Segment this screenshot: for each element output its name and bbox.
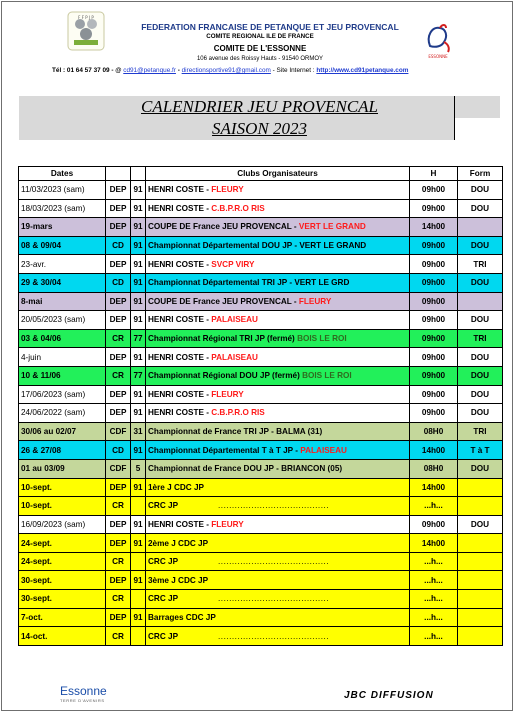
table-row: [19, 366, 503, 385]
row-dep: 91: [131, 348, 146, 367]
row-hour: 09h00: [410, 199, 458, 218]
row-dep: 77: [131, 329, 146, 348]
row-level: CDF: [106, 422, 131, 441]
club-location: SVCP VIRY: [211, 259, 255, 269]
table-row: [19, 497, 503, 516]
row-hour: 09h00: [410, 255, 458, 274]
site-label: - Site Internet :: [270, 67, 317, 74]
table-row: [19, 608, 503, 627]
table-row: [19, 292, 503, 311]
table-row: [19, 236, 503, 255]
row-hour: 09h00: [410, 329, 458, 348]
row-date: 10-sept.: [19, 478, 106, 497]
row-hour: ...h...: [410, 497, 458, 516]
row-form: TRI: [458, 422, 503, 441]
svg-text:F F P J P: F F P J P: [78, 15, 94, 20]
row-dep: [131, 497, 146, 516]
row-date: 30-sept.: [19, 571, 106, 590]
club-location: BOIS LE ROI: [302, 371, 352, 381]
row-date: 16/09/2023 (sam): [19, 515, 106, 534]
table-row: [19, 404, 503, 423]
row-club: [146, 181, 410, 200]
row-club: [146, 534, 410, 553]
row-form: [458, 571, 503, 590]
table-row: [19, 478, 503, 497]
row-club: [146, 608, 410, 627]
row-hour: 09h00: [410, 366, 458, 385]
row-hour: ...h...: [410, 627, 458, 646]
row-date: 08 & 09/04: [19, 236, 106, 255]
club-location: VERT LE GRAND: [298, 222, 366, 232]
row-date: 30-sept.: [19, 590, 106, 609]
club-text: 1ère J CDC JP: [148, 482, 204, 492]
row-club: [146, 571, 410, 590]
row-level: CR: [106, 627, 131, 646]
row-level: CR: [106, 329, 131, 348]
row-club: [146, 459, 410, 478]
club-text: Championnat de France DOU JP - BRIANCON (05): [148, 464, 343, 474]
row-form: [458, 608, 503, 627]
row-level: DEP: [106, 311, 131, 330]
club-placeholder-dots: ........................................: [218, 557, 330, 567]
club-location: C.B.P.R.O RIS: [211, 408, 265, 418]
club-text: Championnat Départemental T à T JP -: [148, 445, 301, 455]
row-hour: ...h...: [410, 571, 458, 590]
club-location: FLEURY: [211, 389, 244, 399]
row-hour: 09h00: [410, 292, 458, 311]
row-level: DEP: [106, 181, 131, 200]
table-row: [19, 385, 503, 404]
row-dep: [131, 627, 146, 646]
row-date: 18/03/2023 (sam): [19, 199, 106, 218]
row-level: DEP: [106, 348, 131, 367]
row-level: CD: [106, 236, 131, 255]
row-dep: 91: [131, 273, 146, 292]
table-row: [19, 571, 503, 590]
row-form: DOU: [458, 366, 503, 385]
club-location: PALAISEAU: [300, 445, 347, 455]
row-date: 10 & 11/06: [19, 366, 106, 385]
row-club: [146, 404, 410, 423]
row-hour: 08H0: [410, 422, 458, 441]
club-text: COUPE DE France JEU PROVENCAL -: [148, 296, 299, 306]
table-row: [19, 515, 503, 534]
row-level: DEP: [106, 404, 131, 423]
row-dep: [131, 590, 146, 609]
header-dep: [131, 167, 146, 181]
table-row: [19, 273, 503, 292]
row-club: [146, 218, 410, 237]
row-dep: 91: [131, 181, 146, 200]
row-level: CR: [106, 590, 131, 609]
row-form: DOU: [458, 404, 503, 423]
row-dep: 77: [131, 366, 146, 385]
federation-logo: [66, 10, 106, 52]
row-club: [146, 422, 410, 441]
comite-name: COMITE DE L'ESSONNE: [213, 44, 307, 53]
row-form: [458, 292, 503, 311]
row-level: CD: [106, 273, 131, 292]
table-row: [19, 459, 503, 478]
club-text: Championnat de France TRI JP - BALMA (31): [148, 427, 323, 437]
club-text: HENRI COSTE -: [148, 315, 212, 325]
row-date: 4-juin: [19, 348, 106, 367]
row-club: [146, 348, 410, 367]
row-club: [146, 273, 410, 292]
club-text: 3ème J CDC JP: [148, 575, 209, 585]
table-row: [19, 590, 503, 609]
row-hour: 14h00: [410, 534, 458, 553]
row-dep: 91: [131, 218, 146, 237]
row-dep: 91: [131, 385, 146, 404]
row-dep: [131, 552, 146, 571]
club-location: FLEURY: [298, 296, 332, 306]
row-level: CR: [106, 552, 131, 571]
header-form: Form: [458, 167, 503, 181]
club-text: CRC JP: [148, 557, 179, 567]
row-dep: 91: [131, 311, 146, 330]
table-row: [19, 199, 503, 218]
row-date: 17/06/2023 (sam): [19, 385, 106, 404]
row-level: DEP: [106, 218, 131, 237]
svg-text:ESSONNE: ESSONNE: [428, 54, 448, 59]
jbc-diffusion-signature: JBC DIFFUSION: [344, 690, 434, 701]
row-club: [146, 366, 410, 385]
club-text: HENRI COSTE -: [148, 519, 212, 529]
row-level: CR: [106, 366, 131, 385]
club-text: CRC JP: [148, 594, 179, 604]
row-dep: 91: [131, 478, 146, 497]
row-form: DOU: [458, 236, 503, 255]
row-hour: 09h00: [410, 236, 458, 255]
row-form: DOU: [458, 348, 503, 367]
club-placeholder-dots: ........................................: [218, 501, 330, 511]
row-level: DEP: [106, 608, 131, 627]
row-form: T à T: [458, 441, 503, 460]
row-date: 20/05/2023 (sam): [19, 311, 106, 330]
site-link[interactable]: http://www.cd91petanque.com: [316, 67, 409, 74]
row-date: 19-mars: [19, 218, 106, 237]
row-level: DEP: [106, 199, 131, 218]
club-text: Championnat Départemental TRI JP - VERT LE GRD: [148, 278, 350, 288]
row-date: 26 & 27/08: [19, 441, 106, 460]
calendar-table: [18, 166, 503, 646]
table-row: [19, 329, 503, 348]
table-row: [19, 534, 503, 553]
club-location: C.B.P.R.O RIS: [211, 203, 265, 213]
row-form: [458, 534, 503, 553]
row-hour: 14h00: [410, 478, 458, 497]
club-text: COUPE DE France JEU PROVENCAL -: [148, 222, 299, 232]
row-dep: 91: [131, 292, 146, 311]
email-link-2[interactable]: directionsportive91@gmail.com: [181, 67, 271, 74]
header-hour: H: [410, 167, 458, 181]
row-dep: 91: [131, 534, 146, 553]
row-club: [146, 627, 410, 646]
club-text: 2ème J CDC JP: [148, 538, 209, 548]
club-text: HENRI COSTE -: [148, 259, 212, 269]
row-date: 11/03/2023 (sam): [19, 181, 106, 200]
row-club: [146, 311, 410, 330]
row-hour: 14h00: [410, 441, 458, 460]
row-dep: 91: [131, 571, 146, 590]
club-placeholder-dots: ........................................: [218, 631, 330, 641]
phone: Tél : 01 64 57 37 09 - @: [52, 67, 122, 74]
row-form: [458, 497, 503, 516]
row-form: DOU: [458, 459, 503, 478]
row-hour: ...h...: [410, 608, 458, 627]
row-form: [458, 552, 503, 571]
row-form: [458, 590, 503, 609]
separator: -: [175, 67, 182, 74]
row-hour: 14h00: [410, 218, 458, 237]
club-text: HENRI COSTE -: [148, 185, 212, 195]
row-date: 30/06 au 02/07: [19, 422, 106, 441]
row-dep: 91: [131, 199, 146, 218]
row-date: 03 & 04/06: [19, 329, 106, 348]
row-form: TRI: [458, 255, 503, 274]
row-date: 01 au 03/09: [19, 459, 106, 478]
table-row: [19, 348, 503, 367]
row-hour: ...h...: [410, 590, 458, 609]
club-location: PALAISEAU: [211, 352, 258, 362]
club-location: FLEURY: [211, 185, 244, 195]
row-date: 24-sept.: [19, 552, 106, 571]
row-hour: 09h00: [410, 273, 458, 292]
club-location: BOIS LE ROI: [297, 334, 347, 344]
row-club: [146, 590, 410, 609]
row-club: [146, 329, 410, 348]
title-block: [19, 96, 500, 144]
table-row: [19, 441, 503, 460]
table-row: [19, 422, 503, 441]
row-level: DEP: [106, 534, 131, 553]
table-row: [19, 627, 503, 646]
row-club: [146, 441, 410, 460]
club-text: Barrages CDC JP: [148, 612, 216, 622]
club-text: CRC JP: [148, 501, 179, 511]
row-date: 10-sept.: [19, 497, 106, 516]
header-level: [106, 167, 131, 181]
row-club: [146, 515, 410, 534]
row-level: DEP: [106, 292, 131, 311]
row-date: 23-avr.: [19, 255, 106, 274]
row-form: DOU: [458, 273, 503, 292]
table-row: [19, 181, 503, 200]
row-hour: 09h00: [410, 311, 458, 330]
row-hour: 08H0: [410, 459, 458, 478]
email-link-1[interactable]: cd91@petanque.fr: [123, 67, 176, 74]
table-header-row: [19, 167, 503, 181]
row-level: DEP: [106, 571, 131, 590]
row-date: 24/06/2022 (sam): [19, 404, 106, 423]
row-hour: 09h00: [410, 181, 458, 200]
row-hour: ...h...: [410, 552, 458, 571]
header-clubs: Clubs Organisateurs: [146, 167, 410, 181]
row-date: 14-oct.: [19, 627, 106, 646]
federation-name: FEDERATION FRANCAISE DE PETANQUE ET JEU PROVENCAL: [141, 22, 399, 32]
club-text: CRC JP: [148, 631, 179, 641]
row-club: [146, 497, 410, 516]
row-club: [146, 199, 410, 218]
row-club: [146, 255, 410, 274]
rooster-logo: [420, 18, 456, 60]
table-row: [19, 311, 503, 330]
row-club: [146, 478, 410, 497]
club-text: HENRI COSTE -: [148, 203, 212, 213]
table-row: [19, 552, 503, 571]
title-side-cell-2: [454, 118, 500, 140]
row-club: [146, 236, 410, 255]
row-club: [146, 552, 410, 571]
row-form: DOU: [458, 199, 503, 218]
region-name: COMITE REGIONAL ILE DE FRANCE: [206, 33, 314, 40]
row-date: 24-sept.: [19, 534, 106, 553]
title-line-1: CALENDRIER JEU PROVENCAL: [19, 96, 500, 118]
row-dep: 91: [131, 236, 146, 255]
title-side-cell-1: [454, 96, 500, 118]
row-level: DEP: [106, 255, 131, 274]
header-dates: Dates: [19, 167, 106, 181]
row-dep: 91: [131, 404, 146, 423]
contact-line: [52, 67, 408, 74]
row-hour: 09h00: [410, 348, 458, 367]
row-dep: 31: [131, 422, 146, 441]
row-dep: 91: [131, 515, 146, 534]
row-form: [458, 218, 503, 237]
row-date: 8-mai: [19, 292, 106, 311]
row-form: DOU: [458, 311, 503, 330]
row-club: [146, 385, 410, 404]
row-form: DOU: [458, 385, 503, 404]
row-form: [458, 627, 503, 646]
row-date: 29 & 30/04: [19, 273, 106, 292]
table-row: [19, 255, 503, 274]
title-line-2: SAISON 2023: [19, 118, 500, 140]
club-location: FLEURY: [211, 519, 244, 529]
essonne-logo: Essonne TERRE D'AVENIRS: [60, 684, 107, 703]
row-hour: 09h00: [410, 404, 458, 423]
club-text: Championnat Départemental DOU JP - VERT LE GRAND: [148, 241, 367, 251]
table-row: [19, 218, 503, 237]
club-location: PALAISEAU: [211, 315, 258, 325]
club-text: HENRI COSTE -: [148, 352, 212, 362]
club-text: Championnat Régional DOU JP (fermé): [148, 371, 303, 381]
row-dep: 91: [131, 255, 146, 274]
club-text: HENRI COSTE -: [148, 389, 212, 399]
row-level: DEP: [106, 515, 131, 534]
club-placeholder-dots: ........................................: [218, 594, 330, 604]
row-hour: 09h00: [410, 515, 458, 534]
row-dep: 91: [131, 608, 146, 627]
club-text: HENRI COSTE -: [148, 408, 212, 418]
row-club: [146, 292, 410, 311]
row-form: DOU: [458, 181, 503, 200]
row-dep: 91: [131, 441, 146, 460]
row-form: TRI: [458, 329, 503, 348]
row-level: CDF: [106, 459, 131, 478]
row-form: [458, 478, 503, 497]
row-hour: 09h00: [410, 385, 458, 404]
row-level: CR: [106, 497, 131, 516]
row-date: 7-oct.: [19, 608, 106, 627]
address: 106 avenue des Roissy Hauts - 91540 ORMOY: [196, 56, 324, 62]
row-dep: 5: [131, 459, 146, 478]
row-level: DEP: [106, 478, 131, 497]
club-text: Championnat Régional TRI JP (fermé): [148, 334, 298, 344]
row-form: DOU: [458, 515, 503, 534]
row-level: DEP: [106, 385, 131, 404]
row-level: CD: [106, 441, 131, 460]
